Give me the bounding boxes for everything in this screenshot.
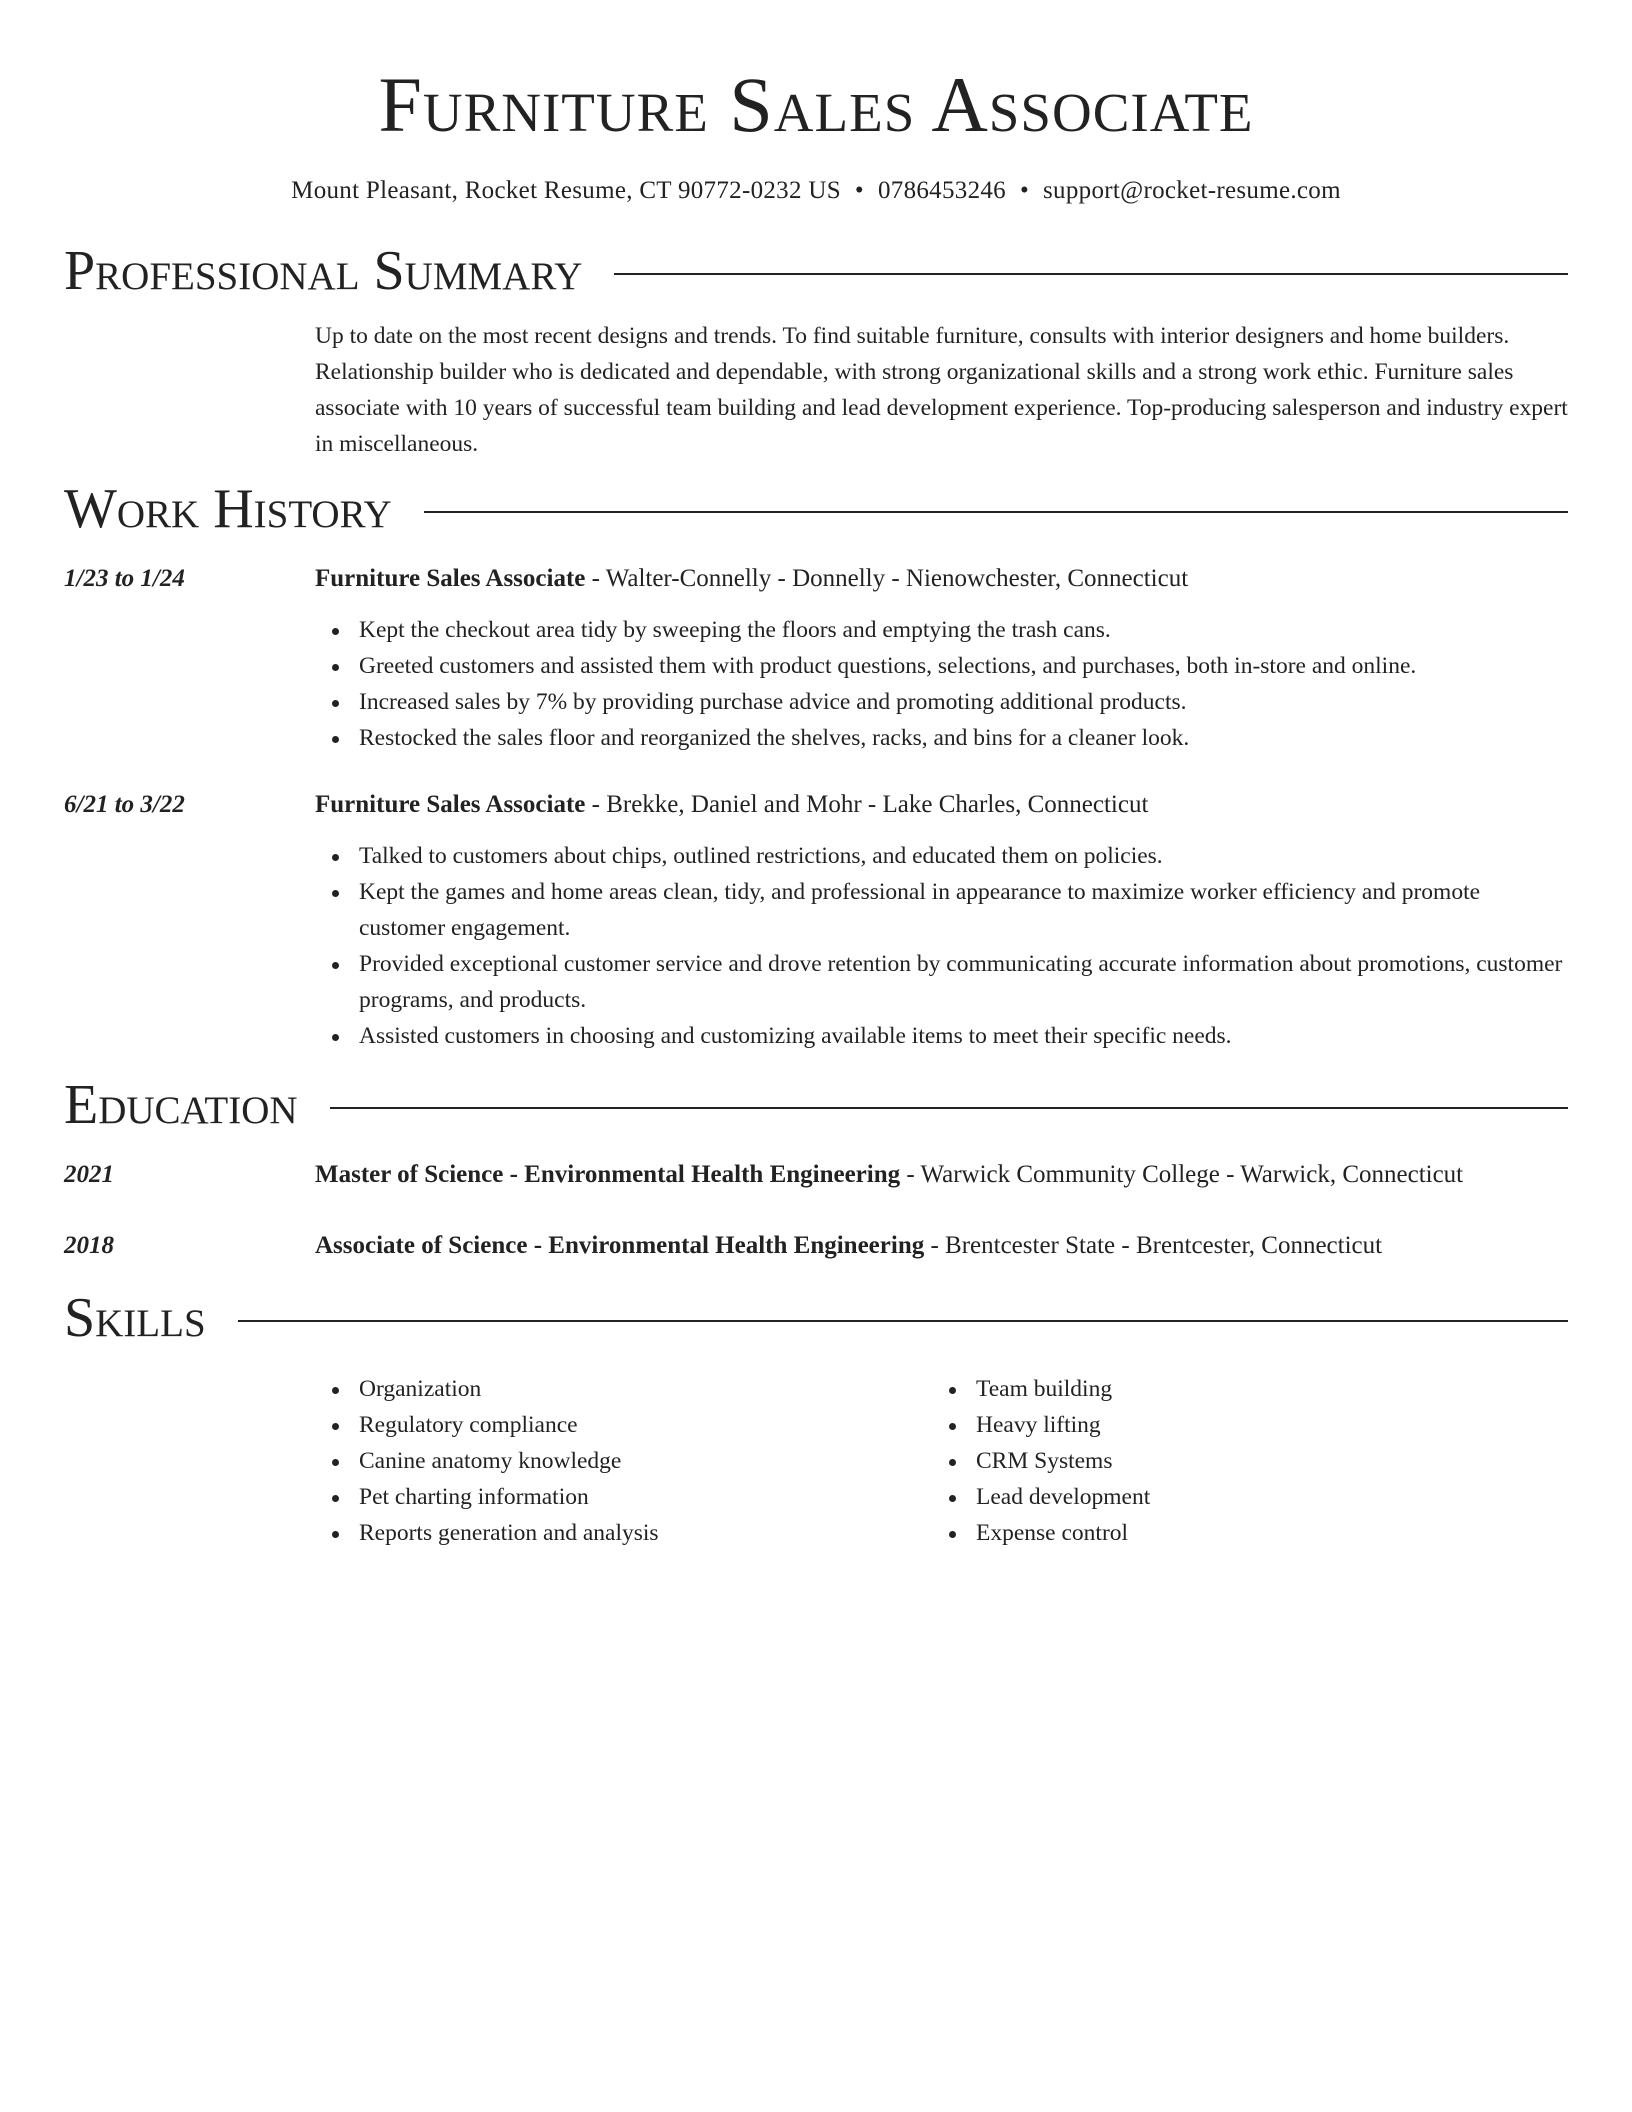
education-section-title: Education: [64, 1074, 298, 1136]
education-line: [315, 1229, 1568, 1263]
skill-item: Heavy lifting: [976, 1407, 1549, 1443]
education-details: - Warwick Community College - Warwick, Connecticut: [900, 1161, 1464, 1188]
skills-spacer: [64, 1371, 315, 1551]
skills-section-title: Skills: [64, 1287, 206, 1349]
list-item: Assisted customers in choosing and customizing available items to meet their specific needs.: [359, 1018, 1568, 1054]
skills-column-right: [932, 1371, 1549, 1551]
section-divider: [614, 273, 1568, 275]
list-item: Kept the games and home areas clean, tidy, and professional in appearance to maximize worker efficiency and promote customer engagement.: [359, 874, 1568, 946]
job-bullets: [315, 838, 1568, 1054]
skills-list: [932, 1371, 1549, 1551]
skills-grid: [315, 1371, 1549, 1551]
work-section-title: Work History: [64, 478, 392, 540]
skill-item: Lead development: [976, 1479, 1549, 1515]
education-degree: Associate of Science - Environmental Health Engineering: [315, 1232, 925, 1259]
section-divider: [424, 511, 1568, 513]
list-item: Talked to customers about chips, outlined restrictions, and educated them on policies.: [359, 838, 1568, 874]
section-divider: [330, 1107, 1568, 1109]
job-bullets: [315, 612, 1568, 756]
job-role: Furniture Sales Associate: [315, 565, 586, 592]
education-degree: Master of Science - Environmental Health Engineering: [315, 1161, 901, 1188]
education-entry: [64, 1229, 1568, 1263]
list-item: Provided exceptional customer service and drove retention by communicating accurate information about promotions, customer programs, and products.: [359, 946, 1568, 1018]
contact-separator: •: [854, 177, 864, 204]
skill-item: Canine anatomy knowledge: [359, 1443, 932, 1479]
skills-section-header: [64, 1285, 1568, 1351]
contact-phone: 0786453246: [877, 177, 1006, 204]
skill-item: Reports generation and analysis: [359, 1515, 932, 1551]
skills-column-left: [315, 1371, 932, 1551]
contact-address: Mount Pleasant, Rocket Resume, CT 90772-0232 US: [291, 177, 841, 204]
skill-item: Team building: [976, 1371, 1549, 1407]
education-year: 2018: [64, 1232, 114, 1259]
summary-text: Up to date on the most recent designs and trends. To find suitable furniture, consults with interior designers and home builders. Relationship builder who is dedicated and dependable, with strong organizational skills and a strong work ethic. Furniture sales associate with 10 years of successful team building and lead development experience. Top-producing salesperson and industry expert in miscellaneous.: [315, 323, 1568, 457]
job-entry: [64, 788, 1568, 1054]
job-entry: [64, 562, 1568, 756]
summary-section-title: Professional Summary: [64, 240, 583, 302]
education-line: [315, 1158, 1568, 1192]
summary-spacer: [64, 318, 315, 462]
list-item: Greeted customers and assisted them with product questions, selections, and purchases, both in-store and online.: [359, 648, 1568, 684]
education-year: 2021: [64, 1161, 114, 1188]
resume-page: [64, 0, 1568, 1551]
list-item: Restocked the sales floor and reorganized the shelves, racks, and bins for a cleaner look.: [359, 720, 1568, 756]
summary-section-header: [64, 238, 1568, 304]
education-details: - Brentcester State - Brentcester, Connecticut: [924, 1232, 1383, 1259]
skill-item: CRM Systems: [976, 1443, 1549, 1479]
skills-list: [315, 1371, 932, 1551]
job-dates: 6/21 to 3/22: [64, 791, 185, 818]
list-item: Increased sales by 7% by providing purchase advice and promoting additional products.: [359, 684, 1568, 720]
job-role: Furniture Sales Associate: [315, 791, 586, 818]
skill-item: Pet charting information: [359, 1479, 932, 1515]
summary-row: [64, 318, 1568, 462]
job-title-line: [315, 562, 1568, 596]
skill-item: Regulatory compliance: [359, 1407, 932, 1443]
job-dates: 1/23 to 1/24: [64, 565, 185, 592]
list-item: Kept the checkout area tidy by sweeping the floors and emptying the trash cans.: [359, 612, 1568, 648]
job-details: - Brekke, Daniel and Mohr - Lake Charles, Connecticut: [585, 791, 1149, 818]
skill-item: Organization: [359, 1371, 932, 1407]
skills-row: [64, 1371, 1568, 1551]
work-section-header: [64, 476, 1568, 542]
education-section-header: [64, 1072, 1568, 1138]
contact-line: [64, 174, 1568, 208]
job-details: - Walter-Connelly - Donnelly - Nienowchester, Connecticut: [585, 565, 1189, 592]
contact-email[interactable]: support@rocket-resume.com: [1043, 177, 1341, 204]
skill-item: Expense control: [976, 1515, 1549, 1551]
candidate-name: Furniture Sales Associate: [378, 61, 1254, 148]
education-entry: [64, 1158, 1568, 1192]
job-title-line: [315, 788, 1568, 822]
contact-separator: •: [1019, 177, 1030, 204]
section-divider: [238, 1320, 1568, 1322]
